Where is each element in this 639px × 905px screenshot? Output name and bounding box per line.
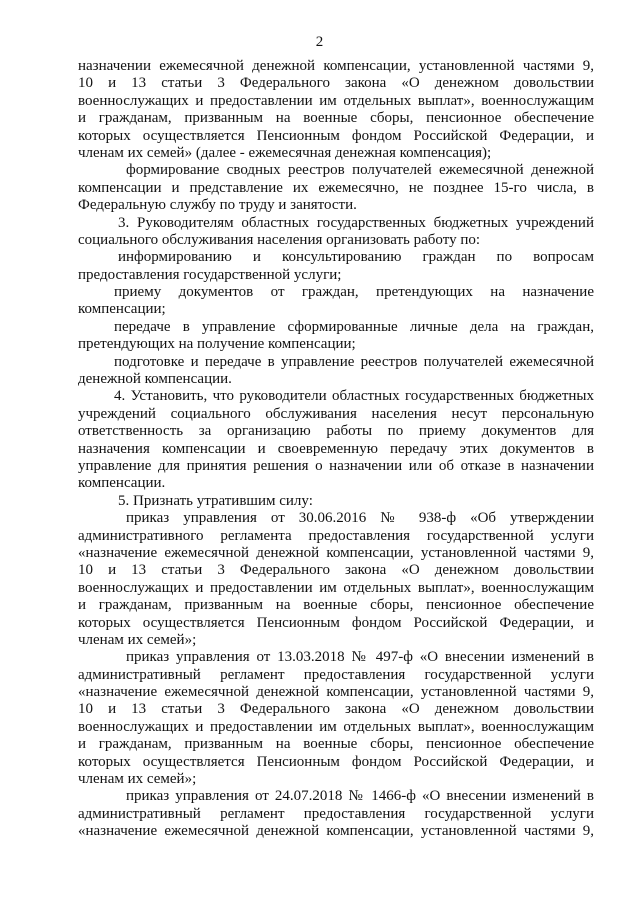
text-line: управление для принятия решения о назначении или об отказе в назначении <box>78 457 594 474</box>
text-line: назначения компенсации и своевременную передачу этих документов в <box>78 440 594 457</box>
text-line: 10 и 13 статьи 3 Федерального закона «О денежном довольствии <box>78 701 594 718</box>
text-line: информированию и консультированию граждан по вопросам <box>118 249 594 266</box>
text-line: членам их семей»; <box>78 631 197 648</box>
text-line: социального обслуживания населения организовать работу по: <box>78 231 481 248</box>
text-line: 3. Руководителям областных государственных бюджетных учреждений <box>118 214 594 231</box>
text-line: «назначение ежемесячной денежной компенсации, установленной частями 9, <box>78 684 594 701</box>
text-line: Федеральную службу по труду и занятости. <box>78 197 357 214</box>
text-line: денежной компенсации. <box>78 371 232 388</box>
text-line: приказ управления от 13.03.2018 № 497-ф «О внесении изменений в <box>126 649 594 666</box>
text-line: компенсации и представление их ежемесячно, не позднее 15-го числа, в <box>78 179 594 196</box>
text-line: и гражданам, призванным на военные сборы, пенсионное обеспечение <box>78 597 594 614</box>
text-line: которых осуществляется Пенсионным фондом Российской Федерации, и <box>78 127 594 144</box>
text-line: подготовке и передаче в управление реестров получателей ежемесячной <box>114 353 594 370</box>
text-line: военнослужащих и предоставлении им отдельных выплат», военнослужащим <box>78 718 594 735</box>
text-line: назначении ежемесячной денежной компенсации, установленной частями 9, <box>78 58 594 74</box>
text-line: которых осуществляется Пенсионным фондом Российской Федерации, и <box>78 753 594 770</box>
text-line: претендующих на получение компенсации; <box>78 336 356 353</box>
text-line: и гражданам, призванным на военные сборы, пенсионное обеспечение <box>78 736 594 753</box>
text-line: членам их семей»; <box>78 771 197 788</box>
text-line: 4. Установить, что руководители областных государственных бюджетных <box>114 388 594 405</box>
document-body <box>78 58 594 841</box>
text-line: административного регламента предоставления государственной услуги <box>78 527 594 544</box>
text-line: и гражданам, призванным на военные сборы, пенсионное обеспечение <box>78 110 594 127</box>
text-line: военнослужащих и предоставлении им отдельных выплат», военнослужащим <box>78 579 594 596</box>
text-line: ответственность за организацию работы по приему документов для <box>78 423 594 440</box>
text-line: компенсации; <box>78 301 166 318</box>
text-line: приему документов от граждан, претендующих на назначение <box>114 284 594 301</box>
text-line: формирование сводных реестров получателей ежемесячной денежной <box>126 162 594 179</box>
text-line: «назначение ежемесячной денежной компенсации, установленной частями 9, <box>78 823 594 840</box>
text-line: административный регламент предоставления государственной услуги <box>78 805 594 822</box>
text-line: компенсации. <box>78 475 166 492</box>
text-line: которых осуществляется Пенсионным фондом Российской Федерации, и <box>78 614 594 631</box>
text-line: «назначение ежемесячной денежной компенсации, установленной частями 9, <box>78 544 594 561</box>
text-line: административный регламент предоставления государственной услуги <box>78 666 594 683</box>
text-line: учреждений социального обслуживания населения несут персональную <box>78 405 594 422</box>
text-line: приказ управления от 24.07.2018 № 1466-ф «О внесении изменений в <box>126 788 594 805</box>
text-line: предоставления государственной услуги; <box>78 266 342 283</box>
text-line: 10 и 13 статьи 3 Федерального закона «О денежном довольствии <box>78 562 594 579</box>
text-line: передаче в управление сформированные личные дела на граждан, <box>114 318 594 335</box>
text-line: приказ управления от 30.06.2016 № 938-ф «Об утверждении <box>126 510 594 527</box>
text-line: членам их семей» (далее - ежемесячная денежная компенсация); <box>78 144 492 161</box>
page-number: 2 <box>315 34 324 50</box>
text-line: 5. Признать утратившим силу: <box>118 492 313 509</box>
text-line: военнослужащих и предоставлении им отдельных выплат», военнослужащим <box>78 92 594 109</box>
text-line: 10 и 13 статьи 3 Федерального закона «О денежном довольствии <box>78 75 594 92</box>
